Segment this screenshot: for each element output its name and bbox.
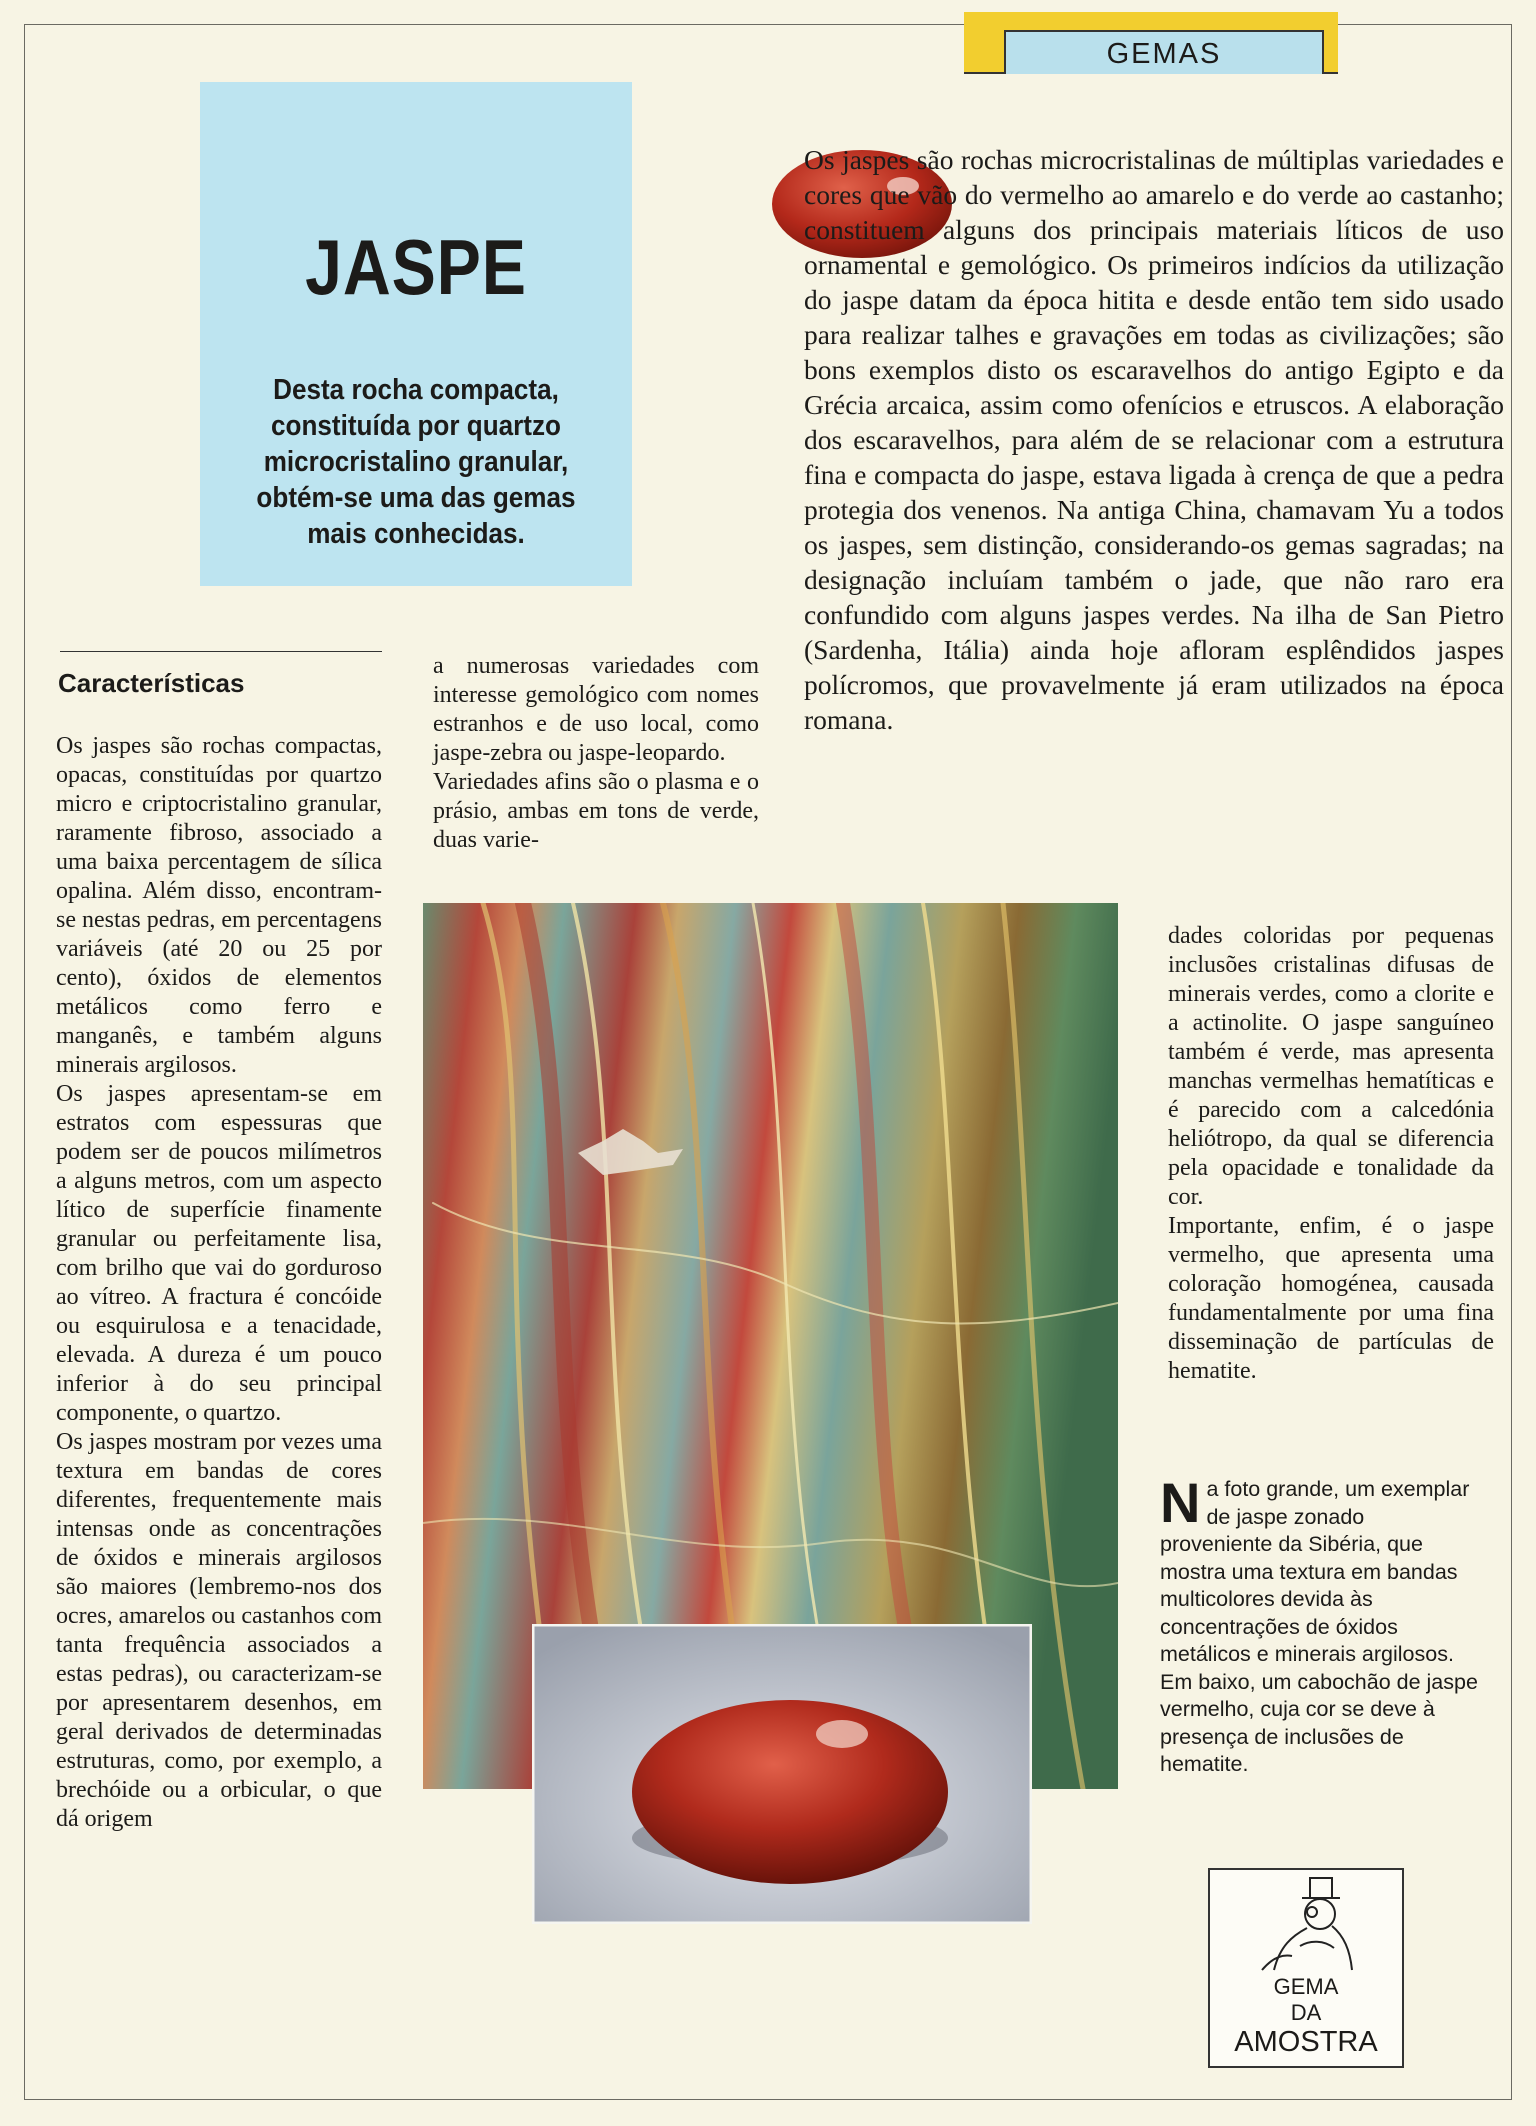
column-1-paragraph-2: Os jaspes apresentam-se em estratos com espessuras que podem ser de poucos milímetros a alguns metros, com um aspecto lítico de superfície finamente granular ou perfeitamente lisa, com brilho que vai do gorduroso ao vítreo. A fractura é concóide ou esquirulosa e a tenacidade, elevada. A dureza é um pouco inferior à do seu principal componente, o quartzo.	[56, 1081, 382, 1426]
photo-caption	[1160, 1471, 1478, 1779]
column-2	[433, 652, 759, 855]
column-1	[56, 732, 382, 1834]
logo-line-3: AMOSTRA	[1234, 2026, 1378, 2058]
logo-line-2: DA	[1290, 2000, 1322, 2025]
column-1-paragraph-3: Os jaspes mostram por vezes uma textura em bandas de cores diferentes, frequentemente mais intensas onde as concentrações de óxidos e minerais argilosos são maiores (lembremo-nos dos ocres, amarelos ou castanhos com tanta frequência associados a estas pedras), ou caracterizam-se por apresentarem desenhos, em geral derivados de determinadas estruturas, como, por exemplo, a brechóide ou a orbicular, o que dá origem	[56, 1429, 382, 1832]
column-3-paragraph-2: Importante, enfim, é o jaspe vermelho, que apresenta uma coloração homogénea, causada fundamentalmente por uma fina disseminação de partículas de hematite.	[1168, 1213, 1494, 1384]
intro-text	[804, 142, 1504, 737]
column-2-paragraph-1: a numerosas variedades com interesse gemológico com nomes estranhos e de uso local, como jaspe-zebra ou jaspe-leopardo.	[433, 653, 759, 766]
column-3	[1168, 922, 1494, 1386]
caption-dropcap: N	[1160, 1471, 1201, 1534]
column-1-paragraph-1: Os jaspes são rochas compactas, opacas, constituídas por quartzo micro e criptocristalino granular, raramente fibroso, associado a uma baixa percentagem de sílica opalina. Além disso, encontram-se nestas pedras, em percentagens variáveis (até 20 ou 25 por cento), óxidos de elementos metálicos como ferro e manganês, e também alguns minerais argilosos.	[56, 733, 382, 1078]
lead-paragraph: Desta rocha compacta, constituída por quartzo microcristalino granular, obtém-se uma das gemas mais conhecidas.	[256, 374, 576, 550]
column-2-paragraph-2: Variedades afins são o plasma e o prásio, ambas em tons de verde, duas varie-	[433, 769, 759, 853]
caption-text: a foto grande, um exemplar de jaspe zonado proveniente da Sibéria, que mostra uma textura em bandas multicolores devida às concentrações de óxidos metálicos e minerais argilosos. Em baixo, um cabochão de jaspe vermelho, cuja cor se deve à presença de inclusões de hematite.	[1160, 1477, 1478, 1776]
gemologist-illustration	[1252, 1876, 1362, 1972]
gem-sample-logo	[1208, 1868, 1404, 2068]
column-3-paragraph-1: dades coloridas por pequenas inclusões cristalinas difusas de minerais verdes, como a clorite e a actinolite. O jaspe sanguíneo também é verde, mas apresenta manchas vermelhas hematíticas e é parecido com a calcedónia heliótropo, da qual se diferencia pela opacidade e tonalidade da cor.	[1168, 923, 1494, 1210]
section-rule	[60, 651, 382, 652]
intro-paragraph: Os jaspes são rochas microcristalinas de múltiplas variedades e cores que vão do vermelho ao amarelo e do verde ao castanho; constituem alguns dos principais materiais líticos de uso ornamental e gemológico. Os primeiros indícios da utilização do jaspe datam da época hitita e desde então tem sido usado para realizar talhes e gravações em todas as civilizações; são bons exemplos disto os escaravelhos do antigo Egipto e da Grécia arcaica, assim como ofenícios e etruscos. A elaboração dos escaravelhos, para além de se relacionar com a estrutura fina e compacta do jaspe, estava ligada à crença de que a pedra protegia dos venenos. Na antiga China, chamavam Yu a todos os jaspes, sem distinção, considerando-os gemas sagradas; na designação incluíam também o jade, que não raro era confundido com alguns jaspes verdes. Na ilha de San Pietro (Sardenha, Itália) ainda hoje afloram esplêndidos jaspes polícromos, que provavelmente já eram utilizados na época romana.	[804, 144, 1504, 735]
section-label: GEMAS	[1004, 30, 1324, 74]
red-cabochon-photo	[532, 1624, 1032, 1924]
title-box	[200, 82, 632, 586]
page-title: JASPE	[305, 223, 527, 311]
section-heading: Características	[58, 668, 245, 698]
logo-line-1: GEMA	[1273, 1974, 1339, 1999]
